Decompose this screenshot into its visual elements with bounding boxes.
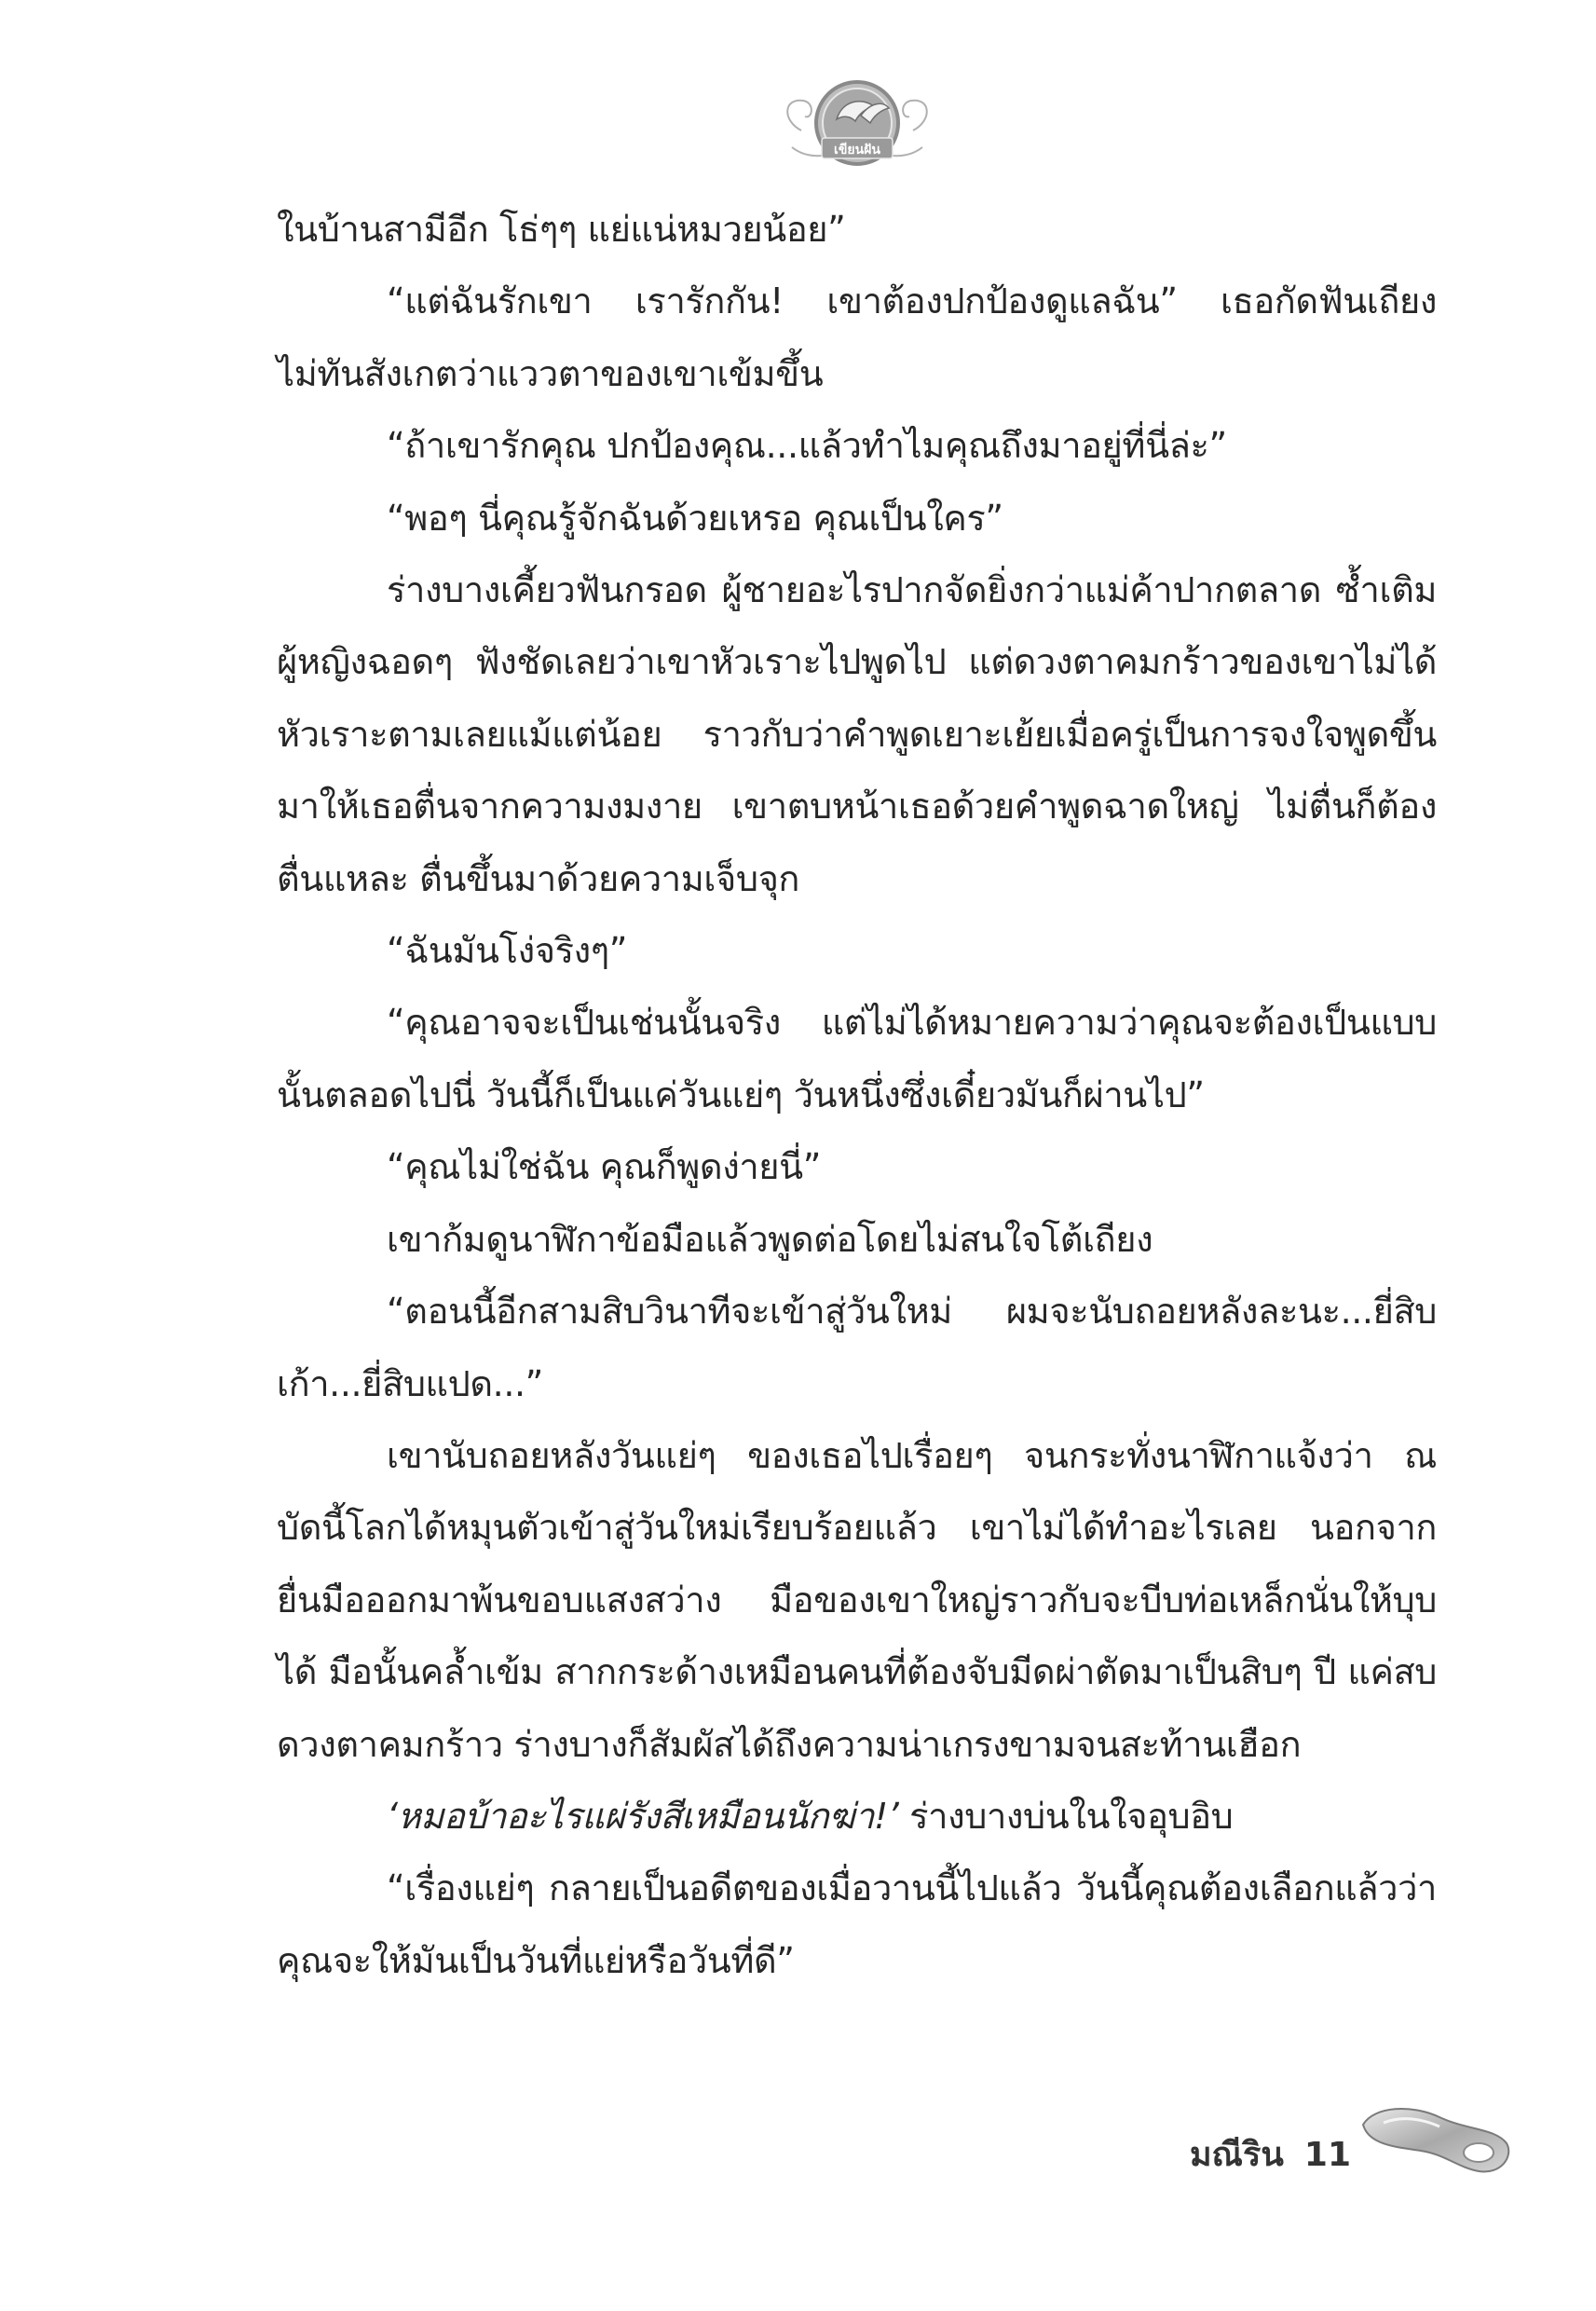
page-footer: [1118, 2127, 1351, 2181]
paragraph: “ถ้าเขารักคุณ ปกป้องคุณ...แล้วทำไมคุณถึงมาอยู่ที่นี่ล่ะ”: [387, 425, 1227, 467]
paragraph: “คุณไม่ใช่ฉัน คุณก็พูดง่ายนี่”: [387, 1146, 822, 1188]
emblem-text: เขียนฝัน: [834, 143, 880, 157]
paragraph: [277, 1781, 1437, 1853]
paragraph: “แต่ฉันรักเขา เรารักกัน! เขาต้องปกป้องดูแลฉัน” เธอกัดฟันเถียง ไม่ทันสังเกตว่าแววตาของเขาเข้มขึ้น: [277, 280, 1437, 394]
body-text: [277, 194, 1437, 1997]
page-number: 11: [1303, 2136, 1351, 2174]
paragraph: เขานับถอยหลังวันแย่ๆ ของเธอไปเรื่อยๆ จนกระทั่งนาฬิกาแจ้งว่า ณ บัดนี้โลกได้หมุนตัวเข้าสู่วันใหม่เรียบร้อยแล้ว เขาไม่ได้ทำอะไรเลย นอกจากยื่นมือออกมาพ้นขอบแสงสว่าง มือของเขาใหญ่ราวกับจะบีบท่อเหล็กนั่นให้บุบได้ มือนั้นคล้ำเข้ม สากกระด้างเหมือนคนที่ต้องจับมีดผ่าตัดมาเป็นสิบๆ ปี แค่สบดวงตาคมกร้าว ร่างบางก็สัมผัสได้ถึงความน่าเกรงขามจนสะท้านเฮือก: [277, 1434, 1437, 1765]
paragraph: เขาก้มดูนาฬิกาข้อมือแล้วพูดต่อโดยไม่สนใจโต้เถียง: [387, 1218, 1153, 1260]
paragraph: “คุณอาจจะเป็นเช่นนั้นจริง แต่ไม่ได้หมายความว่าคุณจะต้องเป็นแบบนั้นตลอดไปนี่ วันนี้ก็เป็นแค่วันแย่ๆ วันหนึ่งซึ่งเดี๋ยวมันก็ผ่านไป”: [277, 1002, 1437, 1115]
paragraph: “พอๆ นี่คุณรู้จักฉันด้วยเหรอ คุณเป็นใคร”: [387, 497, 1003, 539]
paragraph-text: ร่างบางบ่นในใจอุบอิบ: [898, 1795, 1234, 1837]
bottle-opener-icon: [1356, 2097, 1514, 2181]
inner-thought: ‘หมอบ้าอะไรแผ่รังสีเหมือนนักฆ่า!’: [387, 1795, 899, 1837]
paragraph: ร่างบางเคี้ยวฟันกรอด ผู้ชายอะไรปากจัดยิ่งกว่าแม่ค้าปากตลาด ซ้ำเติมผู้หญิงฉอดๆ ฟังชัดเลยว่าเขาหัวเราะไปพูดไป แต่ดวงตาคมกร้าวของเขาไม่ได้หัวเราะตามเลยแม้แต่น้อย ราวกับว่าคำพูดเยาะเย้ยเมื่อครู่เป็นการจงใจพูดขึ้นมาให้เธอตื่นจากความงมงาย เขาตบหน้าเธอด้วยคำพูดฉาดใหญ่ ไม่ตื่นก็ต้องตื่นแหละ ตื่นขึ้นมาด้วยความเจ็บจุก: [277, 569, 1437, 899]
paragraph: “ตอนนี้อีกสามสิบวินาทีจะเข้าสู่วันใหม่ ผมจะนับถอยหลังละนะ...ยี่สิบเก้า...ยี่สิบแปด...”: [277, 1291, 1437, 1404]
header-emblem: [764, 65, 950, 177]
book-title: มณีริน: [1189, 2136, 1284, 2174]
paragraph: “ฉันมันโง่จริงๆ”: [387, 930, 628, 972]
paragraph: “เรื่องแย่ๆ กลายเป็นอดีตของเมื่อวานนี้ไปแล้ว วันนี้คุณต้องเลือกแล้วว่าคุณจะให้มันเป็นวันที่แย่หรือวันที่ดี”: [277, 1867, 1437, 1981]
paragraph: ในบ้านสามีอีก โธ่ๆๆ แย่แน่หมวยน้อย”: [277, 209, 846, 250]
